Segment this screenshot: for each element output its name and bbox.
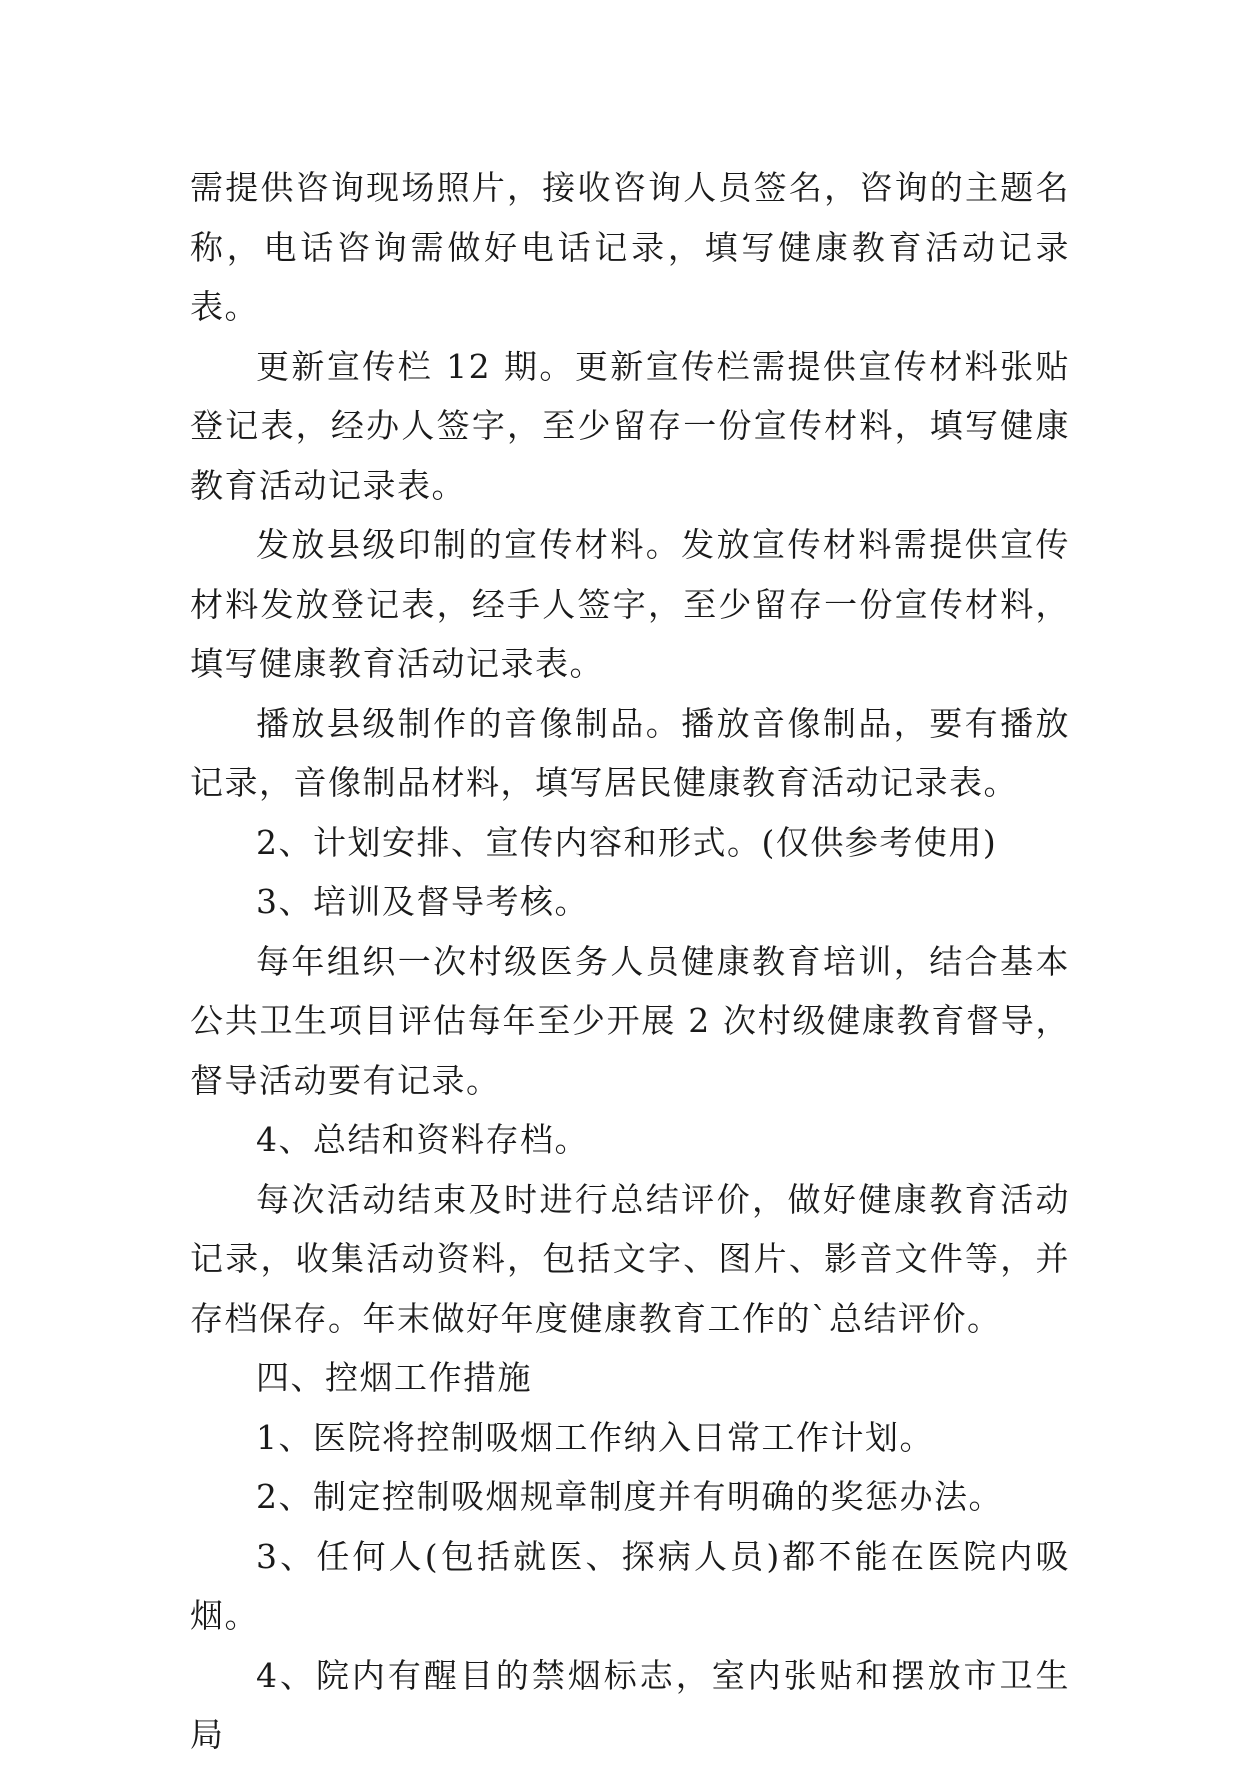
paragraph-tobacco-item-4: 4、院内有醒目的禁烟标志，室内张贴和摆放市卫生局: [190, 1655, 1070, 1754]
paragraph-distribute-materials: 发放县级印制的宣传材料。发放宣传材料需提供宣传材料发放登记表，经手人签字，至少留存一份宣传材料，填写健康教育活动记录表。: [190, 525, 1070, 683]
paragraph-tobacco-item-1: 1、医院将控制吸烟工作纳入日常工作计划。: [256, 1417, 934, 1457]
paragraph-consultation-continued: 需提供咨询现场照片，接收咨询人员签名，咨询的主题名称，电话咨询需做好电话记录，填写健康教育活动记录表。: [190, 168, 1070, 326]
paragraph-training-heading: 3、培训及督导考核。: [256, 882, 589, 921]
paragraph-summary-heading: 4、总结和资料存档。: [256, 1120, 589, 1159]
paragraph-plan-arrangement: 2、计划安排、宣传内容和形式。(仅供参考使用): [256, 822, 998, 862]
paragraph-update-bulletin-board: 更新宣传栏 12 期。更新宣传栏需提供宣传材料张贴登记表，经办人签字，至少留存一份宣传材料，填写健康教育活动记录表。: [190, 346, 1070, 505]
paragraph-summary-detail: 每次活动结束及时进行总结评价，做好健康教育活动记录，收集活动资料，包括文字、图片、影音文件等，并存档保存。年末做好年度健康教育工作的`总结评价。: [190, 1179, 1070, 1338]
paragraph-tobacco-item-3: 3、任何人(包括就医、探病人员)都不能在医院内吸烟。: [190, 1536, 1070, 1635]
section-heading-tobacco-control: 四、控烟工作措施: [256, 1358, 532, 1397]
paragraph-tobacco-item-2: 2、制定控制吸烟规章制度并有明确的奖惩办法。: [256, 1477, 1003, 1516]
document-body: [190, 158, 1070, 1765]
paragraph-play-audiovisual: 播放县级制作的音像制品。播放音像制品，要有播放记录，音像制品材料，填写居民健康教育活动记录表。: [190, 703, 1070, 802]
paragraph-training-detail: 每年组织一次村级医务人员健康教育培训，结合基本公共卫生项目评估每年至少开展 2 次村级健康教育督导，督导活动要有记录。: [190, 941, 1070, 1100]
